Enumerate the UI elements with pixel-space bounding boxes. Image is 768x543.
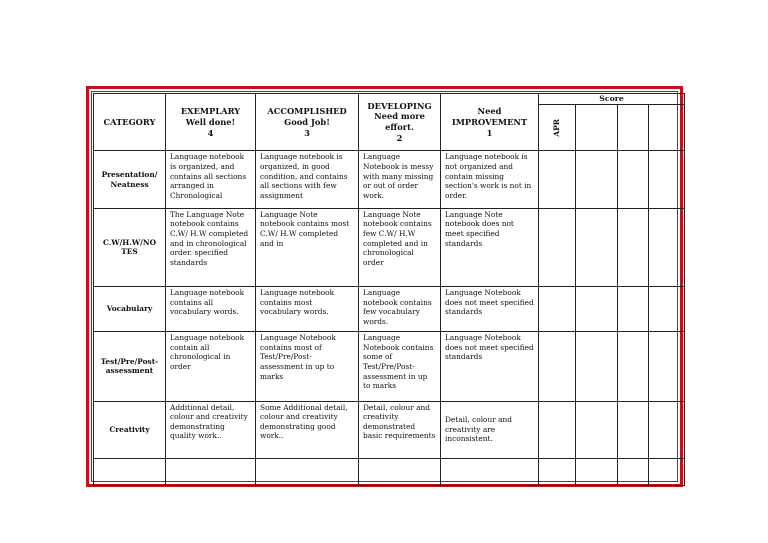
score-cell[interactable] [649, 332, 685, 401]
descriptor-cell: The Language Note notebook contains C.W/ H.W completed and in chronological order. specified standards [166, 208, 256, 286]
descriptor-cell: Language Notebook does not meet specified standards [441, 287, 539, 332]
category-cell: Test/Pre/Post-assessment [94, 332, 166, 401]
score-cell[interactable] [539, 151, 576, 208]
score-cell[interactable] [649, 458, 685, 485]
score-cell[interactable] [618, 332, 649, 401]
descriptor-cell: Language notebook contain all chronological in order [166, 332, 256, 401]
level-header-exemplary: EXEMPLARY Well done! 4 [166, 94, 256, 151]
descriptor-cell: Language notebook is organized, in good condition, and contains all sections with few assignment [256, 151, 359, 208]
category-cell: Presentation/ Neatness [94, 151, 166, 208]
score-cell[interactable] [539, 458, 576, 485]
score-cell[interactable] [576, 208, 618, 286]
table-row [94, 332, 685, 401]
category-cell: Creativity [94, 401, 166, 458]
descriptor-cell [166, 458, 256, 485]
descriptor-cell: Language notebook contains all vocabulary words. [166, 287, 256, 332]
score-cell[interactable] [618, 287, 649, 332]
score-cell[interactable] [618, 208, 649, 286]
category-cell [94, 458, 166, 485]
score-cell[interactable] [618, 458, 649, 485]
descriptor-cell: Some Additional detail, colour and creativity demonstrating good work.. [256, 401, 359, 458]
score-cell[interactable] [539, 332, 576, 401]
table-row [94, 208, 685, 286]
score-cell[interactable] [618, 401, 649, 458]
level-header-accomplished: ACCOMPLISHED Good Job! 3 [256, 94, 359, 151]
rubric-frame [86, 86, 683, 487]
score-cell[interactable] [576, 151, 618, 208]
level-header-developing: DEVELOPING Need more effort. 2 [359, 94, 441, 151]
descriptor-cell [441, 458, 539, 485]
score-cell[interactable] [649, 401, 685, 458]
score-column-header [649, 105, 685, 151]
score-cell[interactable] [576, 332, 618, 401]
score-cell[interactable] [539, 401, 576, 458]
descriptor-cell: Language Note notebook contains few C.W/ H.W completed and in chronological order [359, 208, 441, 286]
rubric-table [93, 93, 685, 486]
category-cell: Vocabulary [94, 287, 166, 332]
score-column-header [618, 105, 649, 151]
score-cell[interactable] [576, 401, 618, 458]
descriptor-cell: Detail, colour and creativity demonstrated basic requirements [359, 401, 441, 458]
descriptor-cell: Additional detail, colour and creativity demonstrating quality work.. [166, 401, 256, 458]
descriptor-cell: Language notebook contains few vocabulary words. [359, 287, 441, 332]
descriptor-cell: Language notebook is not organized and contain missing section's work is not in order. [441, 151, 539, 208]
level-header-need-improvement: Need IMPROVEMENT 1 [441, 94, 539, 151]
table-row [94, 458, 685, 485]
descriptor-cell: Language Note notebook does not meet specified standards [441, 208, 539, 286]
descriptor-cell: Language notebook contains most vocabulary words. [256, 287, 359, 332]
descriptor-cell: Language Notebook contains some of Test/Pre/Post-assessment in up to marks [359, 332, 441, 401]
table-row [94, 287, 685, 332]
descriptor-cell: Language Notebook does not meet specified standards [441, 332, 539, 401]
score-cell[interactable] [618, 151, 649, 208]
score-column-apr: APR [539, 105, 576, 151]
score-cell[interactable] [539, 208, 576, 286]
score-cell[interactable] [576, 287, 618, 332]
rubric-frame-inner [91, 91, 678, 482]
descriptor-cell: Language notebook is organized, and contains all sections arranged in Chronological [166, 151, 256, 208]
score-column-header [576, 105, 618, 151]
category-header: CATEGORY [94, 94, 166, 151]
score-cell[interactable] [649, 287, 685, 332]
category-cell: C.W/H.W/NO TES [94, 208, 166, 286]
score-cell[interactable] [539, 287, 576, 332]
score-header: Score [539, 94, 685, 105]
score-cell[interactable] [649, 208, 685, 286]
descriptor-cell [359, 458, 441, 485]
table-row [94, 151, 685, 208]
table-row [94, 401, 685, 458]
descriptor-cell: Language Note notebook contains most C.W/ H.W completed and in [256, 208, 359, 286]
score-cell[interactable] [649, 151, 685, 208]
score-cell[interactable] [576, 458, 618, 485]
descriptor-cell [256, 458, 359, 485]
descriptor-cell: Detail, colour and creativity are inconsistent. [441, 401, 539, 458]
descriptor-cell: Language Notebook is messy with many missing or out of order work. [359, 151, 441, 208]
descriptor-cell: Language Notebook contains most of Test/Pre/Post-assessment in up to marks [256, 332, 359, 401]
